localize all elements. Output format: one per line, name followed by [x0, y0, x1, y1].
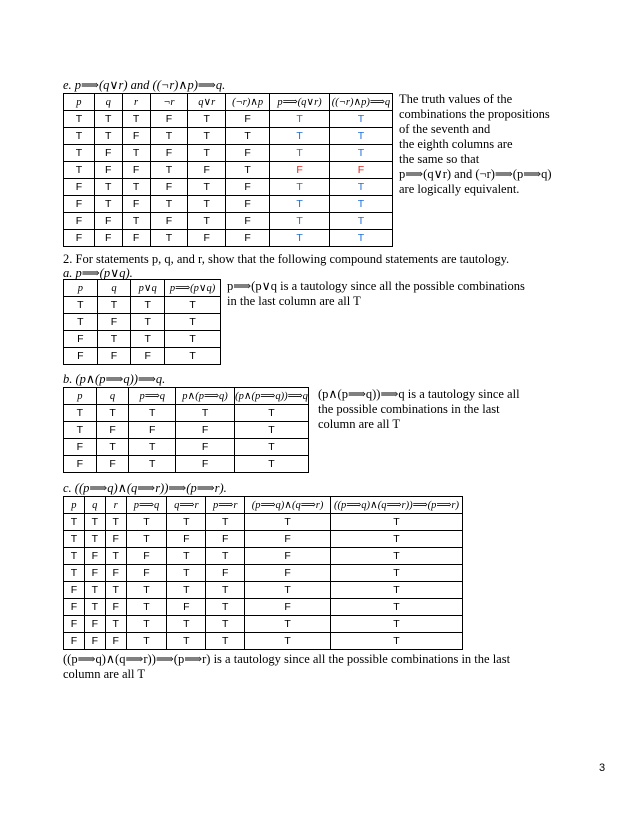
table-cell: T — [64, 297, 98, 314]
note-line: column are all T — [63, 667, 146, 681]
table-cell: F — [84, 616, 105, 633]
table-cell: T — [206, 616, 245, 633]
table-cell: T — [165, 348, 221, 365]
table-cell: T — [94, 196, 122, 213]
column-header: ¬r — [150, 94, 188, 111]
table-cell: T — [206, 514, 245, 531]
table-row — [64, 128, 393, 145]
note-line: ((p⟹q)∧(q⟹r))⟹(p⟹r) is a tautology since all the possible combinations in the last — [63, 652, 511, 666]
table-cell: T — [64, 162, 95, 179]
table-cell: F — [126, 565, 167, 582]
table-cell: T — [64, 548, 85, 565]
table-cell: F — [206, 565, 245, 582]
table-cell: T — [94, 111, 122, 128]
header-row — [64, 497, 463, 514]
table-row — [64, 633, 463, 650]
note-line: the possible combinations in the last — [318, 402, 500, 416]
table-row — [64, 514, 463, 531]
table-cell: T — [64, 314, 98, 331]
note-line: combinations the propositions — [399, 107, 550, 121]
table-cell: T — [131, 297, 165, 314]
column-header: p∧(p⟹q) — [176, 388, 235, 405]
table-row — [64, 565, 463, 582]
table-cell: T — [97, 297, 131, 314]
section-2-intro: 2. For statements p, q, and r, show that the following compound statements are tautology. — [63, 252, 510, 266]
table-cell: F — [94, 230, 122, 247]
table-cell: T — [64, 565, 85, 582]
header-row — [64, 388, 309, 405]
table-row — [64, 422, 309, 439]
table-row — [64, 230, 393, 247]
section-2c-heading: c. ((p⟹q)∧(q⟹r))⟹(p⟹r). — [63, 481, 227, 495]
table-cell: T — [150, 196, 188, 213]
table-cell: F — [176, 422, 235, 439]
table-cell: F — [64, 179, 95, 196]
table-cell: T — [150, 128, 188, 145]
table-cell: T — [331, 582, 463, 599]
table-cell: F — [64, 439, 97, 456]
table-cell: F — [167, 599, 206, 616]
column-header: p — [64, 388, 97, 405]
table-cell: F — [84, 548, 105, 565]
table-cell: F — [226, 179, 270, 196]
header-row — [64, 280, 221, 297]
table-cell: F — [122, 162, 150, 179]
table-cell: F — [84, 565, 105, 582]
table-cell: T — [105, 616, 126, 633]
table-cell: T — [234, 456, 308, 473]
table-cell: T — [188, 213, 226, 230]
table-cell: F — [64, 582, 85, 599]
table-row — [64, 405, 309, 422]
table-row — [64, 314, 221, 331]
truth-table-2b — [63, 387, 309, 473]
table-cell: T — [331, 565, 463, 582]
column-header: (p∧(p⟹q))⟹q — [234, 388, 308, 405]
section-2c-note — [63, 652, 583, 682]
table-cell: T — [122, 179, 150, 196]
table-cell: T — [329, 128, 392, 145]
column-header: p⟹(q∨r) — [270, 94, 330, 111]
table-cell: T — [84, 514, 105, 531]
table-cell: F — [64, 616, 85, 633]
header-row — [64, 94, 393, 111]
column-header: (¬r)∧p — [226, 94, 270, 111]
table-cell: T — [84, 599, 105, 616]
table-cell: F — [245, 548, 331, 565]
table-cell: T — [84, 582, 105, 599]
column-header: p⟹r — [206, 497, 245, 514]
table-cell: T — [165, 314, 221, 331]
table-cell: F — [129, 422, 176, 439]
table-cell: T — [245, 633, 331, 650]
table-cell: T — [97, 331, 131, 348]
note-line: are logically equivalent. — [399, 182, 520, 196]
table-cell: T — [206, 633, 245, 650]
table-cell: F — [64, 348, 98, 365]
table-cell: T — [96, 439, 129, 456]
table-cell: F — [64, 456, 97, 473]
table-cell: T — [105, 582, 126, 599]
page-number: 3 — [599, 762, 606, 774]
table-cell: T — [105, 548, 126, 565]
note-line: the same so that — [399, 152, 480, 166]
column-header: p — [64, 497, 85, 514]
table-cell: T — [206, 582, 245, 599]
table-cell: F — [150, 145, 188, 162]
table-cell: F — [126, 548, 167, 565]
table-cell: T — [234, 439, 308, 456]
table-cell: F — [150, 213, 188, 230]
table-cell: T — [329, 196, 392, 213]
note-line: the eighth columns are — [399, 137, 513, 151]
column-header: ((p⟹q)∧(q⟹r))⟹(p⟹r) — [331, 497, 463, 514]
section-e-heading: e. p⟹(q∨r) and ((¬r)∧p)⟹q. — [63, 78, 226, 92]
table-cell: T — [129, 439, 176, 456]
table-cell: T — [122, 213, 150, 230]
table-cell: T — [126, 514, 167, 531]
table-row — [64, 439, 309, 456]
table-cell: T — [188, 128, 226, 145]
table-cell: F — [64, 599, 85, 616]
table-cell: T — [131, 314, 165, 331]
table-row — [64, 162, 393, 179]
table-cell: F — [105, 531, 126, 548]
table-cell: F — [64, 230, 95, 247]
table-cell: F — [329, 162, 392, 179]
table-row — [64, 531, 463, 548]
table-cell: F — [94, 213, 122, 230]
table-row — [64, 111, 393, 128]
table-row — [64, 179, 393, 196]
column-header: q∨r — [188, 94, 226, 111]
table-cell: F — [245, 531, 331, 548]
table-cell: F — [64, 633, 85, 650]
table-cell: F — [122, 196, 150, 213]
note-line: column are all T — [318, 417, 401, 431]
truth-table-e — [63, 93, 393, 247]
table-cell: T — [129, 405, 176, 422]
table-cell: T — [329, 230, 392, 247]
table-cell: T — [270, 111, 330, 128]
table-cell: T — [329, 111, 392, 128]
table-cell: F — [245, 599, 331, 616]
table-cell: T — [131, 331, 165, 348]
table-cell: T — [270, 128, 330, 145]
section-2b-note — [318, 387, 520, 432]
table-cell: T — [64, 405, 97, 422]
table-cell: F — [176, 456, 235, 473]
column-header: (p⟹q)∧(q⟹r) — [245, 497, 331, 514]
table-cell: F — [96, 422, 129, 439]
table-cell: T — [270, 196, 330, 213]
section-e-note — [399, 92, 552, 197]
table-cell: T — [105, 514, 126, 531]
table-cell: T — [226, 128, 270, 145]
table-cell: T — [94, 179, 122, 196]
note-line: of the seventh and — [399, 122, 491, 136]
table-cell: T — [270, 213, 330, 230]
column-header: p⟹(p∨q) — [165, 280, 221, 297]
table-row — [64, 196, 393, 213]
column-header: p⟹q — [129, 388, 176, 405]
table-cell: T — [329, 179, 392, 196]
table-cell: T — [94, 128, 122, 145]
table-cell: T — [165, 297, 221, 314]
table-cell: T — [245, 514, 331, 531]
table-cell: F — [188, 162, 226, 179]
truth-table-2a — [63, 279, 221, 365]
table-cell: T — [84, 531, 105, 548]
table-cell: T — [234, 422, 308, 439]
table-cell: T — [96, 405, 129, 422]
table-cell: T — [270, 145, 330, 162]
table-cell: T — [331, 599, 463, 616]
column-header: r — [122, 94, 150, 111]
table-cell: F — [96, 456, 129, 473]
table-cell: F — [97, 314, 131, 331]
table-cell: T — [331, 531, 463, 548]
table-cell: F — [226, 230, 270, 247]
table-cell: T — [331, 616, 463, 633]
table-cell: T — [126, 582, 167, 599]
table-cell: T — [165, 331, 221, 348]
table-row — [64, 582, 463, 599]
table-cell: F — [105, 565, 126, 582]
table-cell: T — [188, 145, 226, 162]
table-cell: T — [167, 548, 206, 565]
table-cell: F — [245, 565, 331, 582]
note-line: in the last column are all T — [227, 294, 361, 308]
section-2b-heading: b. (p∧(p⟹q))⟹q. — [63, 372, 166, 386]
table-cell: T — [167, 514, 206, 531]
table-cell: T — [64, 531, 85, 548]
table-cell: F — [122, 128, 150, 145]
table-cell: F — [188, 230, 226, 247]
note-line: (p∧(p⟹q))⟹q is a tautology since all — [318, 387, 520, 401]
table-cell: T — [150, 162, 188, 179]
table-cell: T — [270, 230, 330, 247]
table-cell: F — [167, 531, 206, 548]
table-cell: T — [126, 599, 167, 616]
table-cell: F — [150, 111, 188, 128]
table-cell: T — [245, 616, 331, 633]
table-cell: T — [167, 633, 206, 650]
table-cell: F — [94, 145, 122, 162]
table-cell: F — [150, 179, 188, 196]
table-cell: T — [226, 162, 270, 179]
note-line: p⟹(p∨q is a tautology since all the possible combinations — [227, 279, 525, 293]
table-cell: T — [167, 582, 206, 599]
table-cell: T — [64, 111, 95, 128]
table-cell: T — [64, 128, 95, 145]
table-cell: T — [126, 531, 167, 548]
column-header: q — [97, 280, 131, 297]
table-row — [64, 145, 393, 162]
table-cell: F — [64, 196, 95, 213]
table-row — [64, 616, 463, 633]
column-header: ((¬r)∧p)⟹q — [329, 94, 392, 111]
table-cell: T — [188, 179, 226, 196]
note-line: p⟹(q∨r) and (¬r)⟹(p⟹q) — [399, 167, 552, 181]
table-cell: F — [131, 348, 165, 365]
table-cell: T — [331, 514, 463, 531]
table-cell: F — [122, 230, 150, 247]
table-cell: F — [64, 331, 98, 348]
table-cell: T — [64, 145, 95, 162]
column-header: q — [96, 388, 129, 405]
table-cell: F — [94, 162, 122, 179]
column-header: q — [84, 497, 105, 514]
table-row — [64, 456, 309, 473]
column-header: r — [105, 497, 126, 514]
note-line: The truth values of the — [399, 92, 513, 106]
table-cell: T — [270, 179, 330, 196]
section-2a-heading: a. p⟹(p∨q). — [63, 266, 133, 280]
table-cell: T — [329, 145, 392, 162]
table-cell: T — [331, 633, 463, 650]
table-cell: T — [188, 196, 226, 213]
table-cell: T — [206, 548, 245, 565]
table-cell: T — [331, 548, 463, 565]
column-header: q — [94, 94, 122, 111]
table-cell: F — [226, 145, 270, 162]
column-header: q⟹r — [167, 497, 206, 514]
section-2a-note — [227, 279, 525, 309]
table-cell: T — [234, 405, 308, 422]
table-cell: F — [206, 531, 245, 548]
table-cell: F — [270, 162, 330, 179]
table-row — [64, 599, 463, 616]
table-cell: F — [84, 633, 105, 650]
table-cell: F — [226, 196, 270, 213]
table-cell: T — [167, 565, 206, 582]
table-cell: T — [126, 633, 167, 650]
table-cell: T — [129, 456, 176, 473]
table-cell: T — [64, 514, 85, 531]
table-cell: F — [105, 633, 126, 650]
column-header: p⟹q — [126, 497, 167, 514]
table-cell: F — [226, 213, 270, 230]
table-cell: T — [176, 405, 235, 422]
table-cell: T — [122, 145, 150, 162]
table-row — [64, 348, 221, 365]
table-cell: F — [64, 213, 95, 230]
column-header: p∨q — [131, 280, 165, 297]
table-cell: T — [64, 422, 97, 439]
table-cell: T — [167, 616, 206, 633]
table-cell: T — [126, 616, 167, 633]
table-row — [64, 548, 463, 565]
table-cell: F — [176, 439, 235, 456]
truth-table-2c — [63, 496, 463, 650]
table-row — [64, 331, 221, 348]
table-cell: F — [105, 599, 126, 616]
table-cell: F — [226, 111, 270, 128]
table-cell: T — [206, 599, 245, 616]
column-header: p — [64, 94, 95, 111]
table-row — [64, 297, 221, 314]
table-cell: T — [150, 230, 188, 247]
column-header: p — [64, 280, 98, 297]
table-cell: T — [122, 111, 150, 128]
table-cell: T — [188, 111, 226, 128]
table-cell: T — [245, 582, 331, 599]
table-cell: T — [329, 213, 392, 230]
table-cell: F — [97, 348, 131, 365]
table-row — [64, 213, 393, 230]
